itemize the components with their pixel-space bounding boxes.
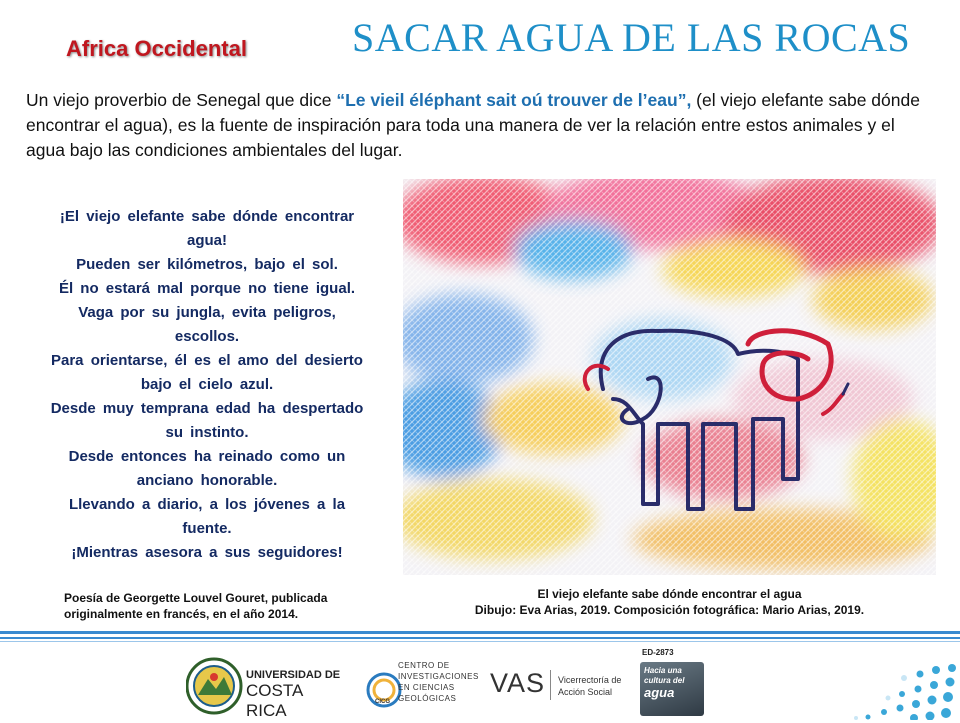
poem <box>22 205 392 565</box>
poem-credit-line: originalmente en francés, en el año 2014. <box>64 607 299 621</box>
poem-line: Para orientarse, él es el amo del desierto <box>51 352 363 369</box>
poem-line: escollos. <box>174 328 240 345</box>
cicg-name-line: INVESTIGACIONES <box>398 672 479 681</box>
cicg-name-line: CENTRO DE <box>398 661 450 670</box>
vas-name-line: Acción Social <box>558 687 613 697</box>
caption-title: El viejo elefante sabe dónde encontrar el agua <box>537 587 802 601</box>
cicg-name-line: GEOLÓGICAS <box>398 694 457 703</box>
vas-name-line: Vicerrectoría de <box>558 675 622 685</box>
cicg-logo <box>366 658 480 718</box>
intro-paragraph <box>26 88 926 163</box>
caption-credits: Dibujo: Eva Arias, 2019. Composición fotográfica: Mario Arias, 2019. <box>474 603 865 617</box>
ed-text-line: agua <box>644 685 675 700</box>
ucr-logo <box>186 655 346 720</box>
poem-line: bajo el cielo azul. <box>140 376 274 393</box>
proverb-quote: “Le vieil éléphant sait oú trouver de l’eau”, <box>336 90 692 110</box>
ed-code: ED-2873 <box>642 648 674 657</box>
poem-credit <box>64 590 384 622</box>
poem-line: anciano honorable. <box>136 472 278 489</box>
footer-divider <box>0 630 960 644</box>
poem-line: Desde entonces ha reinado como un <box>68 448 346 465</box>
poem-line: Pueden ser kilómetros, bajo el sol. <box>76 256 338 273</box>
intro-text-start: Un viejo proverbio de Senegal que dice <box>26 90 337 110</box>
ed-text-line: Hacia una <box>644 666 682 675</box>
poem-line: su instinto. <box>165 424 249 441</box>
poem-line: ¡El viejo elefante sabe dónde encontrar <box>59 208 355 225</box>
ucr-name-line: UNIVERSIDAD DE <box>246 669 341 681</box>
poem-line: agua! <box>186 232 227 249</box>
ed-text-line: cultura del <box>644 676 685 685</box>
poem-line: Vaga por su jungla, evita peligros, <box>78 304 336 321</box>
ed-badge <box>636 648 708 718</box>
poem-line: Desde muy temprana edad ha despertado <box>50 400 364 417</box>
poem-credit-line: Poesía de Georgette Louvel Gouret, publicada <box>64 591 328 605</box>
poem-line: ¡Mientras asesora a sus seguidores! <box>71 544 343 561</box>
vas-logo <box>490 660 630 710</box>
cicg-name-line: EN CIENCIAS <box>398 683 455 692</box>
poem-line: fuente. <box>182 520 232 537</box>
intro-text-end: (el viejo elefante sabe dónde encontrar el agua), es la fuente de inspiración para toda una manera de ver la relación entre estos animales y el agua bajo las condiciones ambientales del lugar. <box>26 90 920 160</box>
vas-abbreviation: VAS <box>490 668 546 698</box>
page-title: SACAR AGUA DE LAS ROCAS <box>352 15 911 60</box>
poem-line: Llevando a diario, a los jóvenes a la <box>68 496 346 513</box>
region-title: Africa Occidental <box>66 36 247 61</box>
cicg-abbreviation: CICG <box>375 699 390 705</box>
poem-line: Él no estará mal porque no tiene igual. <box>58 280 356 297</box>
elephant-drawing-image <box>403 179 936 575</box>
image-caption <box>403 586 936 618</box>
ucr-name-line: COSTA RICA <box>246 681 303 720</box>
decorative-dots <box>840 660 960 720</box>
